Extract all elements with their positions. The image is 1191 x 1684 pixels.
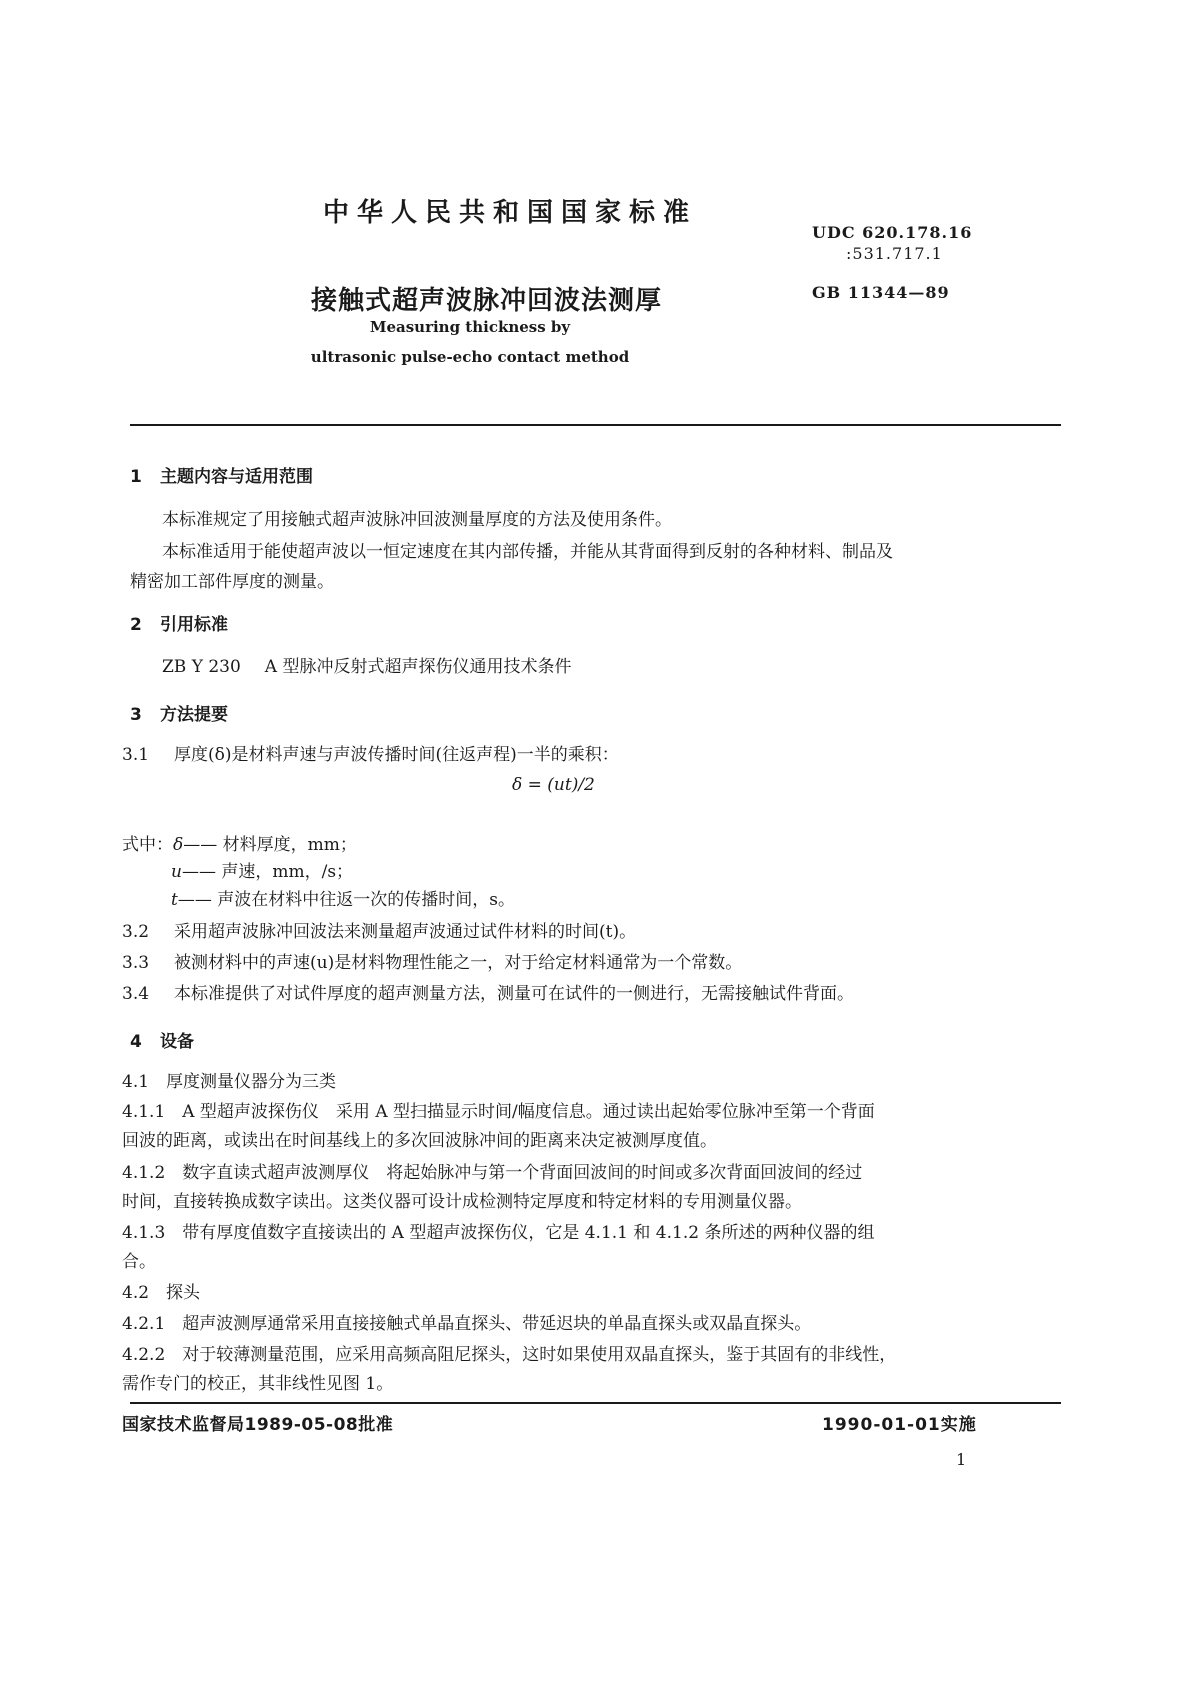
variable-symbol: u [171,862,182,882]
clause-text: 被测材料中的声速(u)是材料物理性能之一，对于给定材料通常为一个常数。 [174,953,743,973]
clause: 4.1.1 A 型超声波探伤仪 采用 A 型扫描显示时间/幅度信息。通过读出起始零位脉冲至第一个背面 [122,1102,875,1122]
footer-divider [130,1402,1061,1404]
reference-title: A 型脉冲反射式超声探伤仪通用技术条件 [264,657,572,677]
variable-definition [171,888,515,912]
document-title: 接触式超声波脉冲回波法测厚 [311,286,663,316]
clause-continuation: 需作专门的校正，其非线性见图 1。 [122,1374,394,1394]
clause-number: 3.1 [122,745,150,765]
clause-text: 本标准提供了对试件厚度的超声测量方法，测量可在试件的一侧进行，无需接触试件背面。 [174,984,854,1004]
clause: 4.1 厚度测量仪器分为三类 [122,1072,337,1092]
page-number: 1 [956,1450,967,1469]
clause-continuation: 合。 [122,1252,156,1272]
clause [122,920,636,944]
formula [512,773,595,797]
clause-number: 3.2 [122,922,150,942]
clause-number: 3.3 [122,953,150,973]
variable-symbol: δ [173,835,184,855]
section-number: 2 [130,615,142,635]
paragraph: 本标准规定了用接触式超声波脉冲回波测量厚度的方法及使用条件。 [162,510,672,530]
clause-text: 采用超声波脉冲回波法来测量超声波通过试件材料的时间(t)。 [174,922,637,942]
clause [122,743,619,767]
header-divider [130,424,1061,426]
variable-definition [171,860,353,884]
section-heading [130,1027,194,1052]
section-heading [130,610,228,635]
english-title-line-1: Measuring thickness by [369,318,571,336]
section-title: 引用标准 [160,615,228,635]
clause-continuation: 时间，直接转换成数字读出。这类仪器可设计成检测特定厚度和特定材料的专用测量仪器。 [122,1192,802,1212]
clause [122,982,854,1006]
section-heading [130,700,228,725]
section-title: 设备 [160,1032,194,1052]
reference-entry [162,655,571,679]
reference-code: ZB Y 230 [162,657,241,677]
standard-org-heading: 中华人民共和国国家标准 [323,198,698,228]
clause [122,951,742,975]
clause: 4.1.2 数字直读式超声波测厚仪 将起始脉冲与第一个背面回波间的时间或多次背面回波间的经过 [122,1163,863,1183]
section-heading [130,462,313,487]
udc-code: UDC 620.178.16 [812,223,973,242]
section-number: 1 [130,467,142,487]
section-title: 主题内容与适用范围 [160,467,313,487]
clause: 4.2.2 对于较薄测量范围，应采用高频高阻尼探头，这时如果使用双晶直探头，鉴于其固有的非线性， [122,1345,897,1365]
variable-description: —— 材料厚度，mm； [183,835,357,855]
formula-text: δ = (ut)/2 [512,775,595,795]
clause: 4.2.1 超声波测厚通常采用直接接触式单晶直探头、带延迟块的单晶直探头或双晶直探头。 [122,1314,812,1334]
variable-symbol: t [171,890,178,910]
english-title-line-2: ultrasonic pulse-echo contact method [310,348,630,366]
paragraph: 本标准适用于能使超声波以一恒定速度在其内部传播，并能从其背面得到反射的各种材料、制品及 [162,542,893,562]
where-label: 式中： [122,835,173,855]
standard-number: GB 11344—89 [812,283,950,302]
section-number: 4 [130,1032,142,1052]
effective-date: 1990-01-01实施 [822,1415,977,1435]
section-title: 方法提要 [160,705,228,725]
variable-description: —— 声波在材料中往返一次的传播时间，s。 [177,890,515,910]
clause: 4.1.3 带有厚度值数字直接读出的 A 型超声波探伤仪，它是 4.1.1 和 4.1.2 条所述的两种仪器的组 [122,1223,875,1243]
approval-date: 国家技术监督局1989-05-08批准 [122,1415,394,1435]
clause-number: 3.4 [122,984,150,1004]
paragraph-continuation: 精密加工部件厚度的测量。 [130,572,334,592]
variable-description: —— 声速，mm，/s； [181,862,354,882]
variable-definition [122,833,357,857]
clause-continuation: 回波的距离，或读出在时间基线上的多次回波脉冲间的距离来决定被测厚度值。 [122,1131,717,1151]
clause-text: 厚度(δ)是材料声速与声波传播时间(往返声程)一半的乘积： [174,745,619,765]
section-number: 3 [130,705,142,725]
clause: 4.2 探头 [122,1283,201,1303]
udc-code-continuation: :531.717.1 [846,244,943,263]
